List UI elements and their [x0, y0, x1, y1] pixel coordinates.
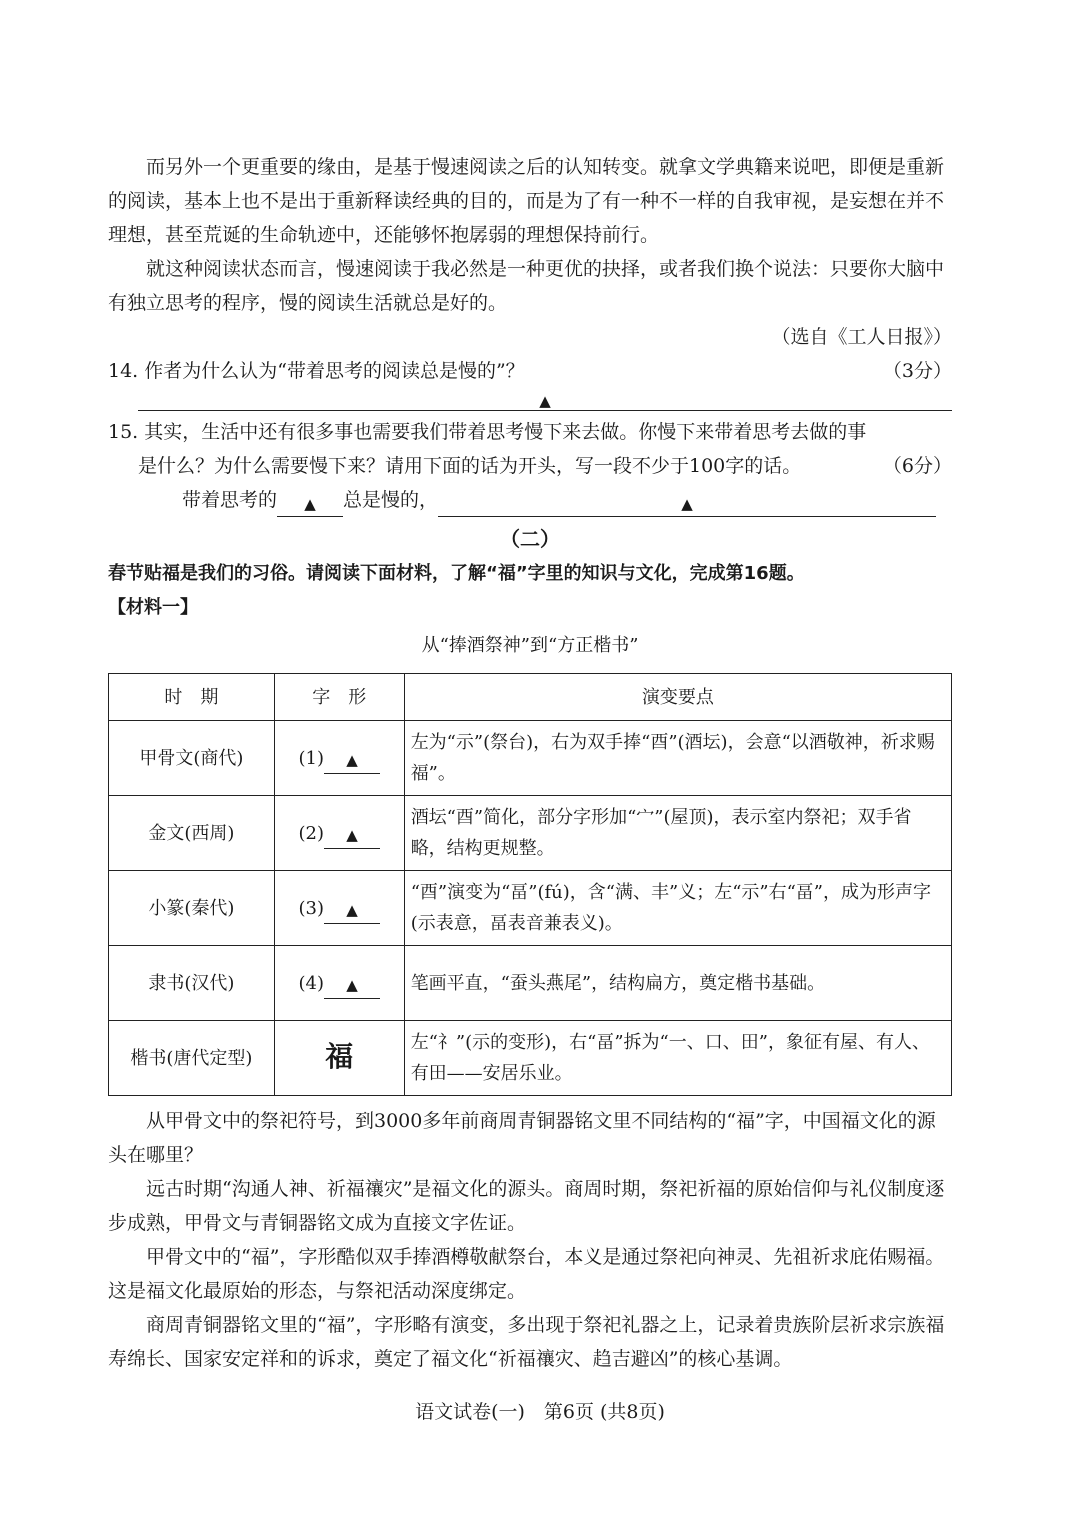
period-cell: 小篆(秦代): [109, 871, 275, 946]
question-15-score: （6分）: [882, 455, 952, 477]
section-2-title: （二）: [500, 527, 560, 551]
table-row: [109, 946, 952, 1021]
question-14: [108, 354, 952, 388]
question-15-fill-row: [108, 483, 952, 517]
form-cell: [274, 796, 404, 871]
answer-marker-icon: ▲: [304, 495, 316, 513]
header-form: 字 形: [274, 674, 404, 721]
note-cell: “酉”演变为“畐”(fú)，含“满、丰”义；左“示”右“畐”，成为形声字(示表意，畐表音兼表义)。: [404, 871, 951, 946]
period-cell: 隶书(汉代): [109, 946, 275, 1021]
answer-marker-icon: ▲: [346, 750, 358, 769]
table-row: [109, 1021, 952, 1096]
question-15-prefix: 带着思考的: [182, 489, 278, 511]
material-1-label: 【材料一】: [108, 597, 198, 618]
form-cell: [274, 1021, 404, 1096]
question-15-middle: 总是慢的，: [343, 489, 439, 511]
period-cell: 金文(西周): [109, 796, 275, 871]
answer-marker-icon: ▲: [681, 495, 693, 513]
table-row: [109, 721, 952, 796]
evolution-table: [108, 673, 952, 1096]
question-15-line-2: 是什么？为什么需要慢下来？请用下面的话为开头，写一段不少于100字的话。: [138, 455, 802, 477]
form-blank[interactable]: [324, 897, 380, 924]
header-note: 演变要点: [404, 674, 951, 721]
form-blank[interactable]: [324, 747, 380, 774]
note-cell: 左为“示”(祭台)，右为双手捧“酉”(酒坛)，会意“以酒敬神，祈求赐福”。: [404, 721, 951, 796]
table-row: [109, 796, 952, 871]
question-15-short-blank[interactable]: [277, 490, 343, 517]
answer-marker-icon: ▲: [346, 900, 358, 919]
answer-marker-icon: ▲: [346, 825, 358, 844]
form-cell: [274, 721, 404, 796]
page-footer: 语文试卷(一) 第6页 (共8页): [415, 1401, 665, 1423]
passage-paragraph-2: 就这种阅读状态而言，慢速阅读于我必然是一种更优的抉择，或者我们换个说法：只要你大脑中有独立思考的程序，慢的阅读生活就总是好的。: [108, 258, 945, 314]
material-paragraph-3: 甲骨文中的“福”，字形酷似双手捧酒樽敬献祭台，本义是通过祭祀向神灵、先祖祈求庇佑赐福。这是福文化最原始的形态，与祭祀活动深度绑定。: [108, 1246, 945, 1302]
table-header-row: [109, 674, 952, 721]
form-number: (4): [298, 972, 324, 994]
note-cell: 左“礻”(示的变形)，右“畐”拆为“一、口、田”，象征有屋、有人、有田——安居乐业。: [404, 1021, 951, 1096]
exam-page: [108, 150, 952, 1376]
question-15: [108, 415, 952, 483]
passage-paragraph-1: 而另外一个更重要的缘由，是基于慢速阅读之后的认知转变。就拿文学典籍来说吧，即便是重新的阅读，基本上也不是出于重新释读经典的目的，而是为了有一种不一样的自我审视，是妄想在并不理想，甚至荒诞的生命轨迹中，还能够怀抱孱弱的理想保持前行。: [108, 156, 945, 246]
form-number: (3): [298, 897, 324, 919]
table-title: 从“捧酒祭神”到“方正楷书”: [421, 635, 639, 656]
question-15-long-blank[interactable]: [438, 490, 936, 517]
question-15-line-1: 15. 其实，生活中还有很多事也需要我们带着思考慢下来去做。你慢下来带着思考去做的事: [108, 421, 867, 443]
form-cell: [274, 946, 404, 1021]
fu-character: 福: [325, 1039, 354, 1073]
material-paragraph-1: 从甲骨文中的祭祀符号，到3000多年前商周青铜器铭文里不同结构的“福”字，中国福文化的源头在哪里？: [108, 1110, 936, 1166]
table-row: [109, 871, 952, 946]
answer-marker-icon: ▲: [346, 975, 358, 994]
form-blank[interactable]: [324, 972, 380, 999]
question-14-answer-line[interactable]: [138, 388, 952, 411]
form-number: (1): [298, 747, 324, 769]
passage-source: （选自《工人日报》）: [771, 326, 952, 348]
question-14-score: （3分）: [882, 360, 952, 382]
form-blank[interactable]: [324, 822, 380, 849]
header-period: 时 期: [109, 674, 275, 721]
question-14-text: 14. 作者为什么认为“带着思考的阅读总是慢的”？: [108, 360, 525, 382]
answer-marker-icon: ▲: [539, 392, 551, 410]
form-cell: [274, 871, 404, 946]
note-cell: 酒坛“酉”简化，部分字形加“宀”(屋顶)，表示室内祭祀；双手省略，结构更规整。: [404, 796, 951, 871]
form-number: (2): [298, 822, 324, 844]
section-2-intro: 春节贴福是我们的习俗。请阅读下面材料，了解“福”字里的知识与文化，完成第16题。: [108, 563, 805, 584]
period-cell: 甲骨文(商代): [109, 721, 275, 796]
material-paragraph-2: 远古时期“沟通人神、祈福禳灾”是福文化的源头。商周时期，祭祀祈福的原始信仰与礼仪制度逐步成熟，甲骨文与青铜器铭文成为直接文字佐证。: [108, 1178, 945, 1234]
period-cell: 楷书(唐代定型): [109, 1021, 275, 1096]
note-cell: 笔画平直，“蚕头燕尾”，结构扁方，奠定楷书基础。: [404, 946, 951, 1021]
material-paragraph-4: 商周青铜器铭文里的“福”，字形略有演变，多出现于祭祀礼器之上，记录着贵族阶层祈求宗族福寿绵长、国家安定祥和的诉求，奠定了福文化“祈福禳灾、趋吉避凶”的核心基调。: [108, 1314, 945, 1370]
